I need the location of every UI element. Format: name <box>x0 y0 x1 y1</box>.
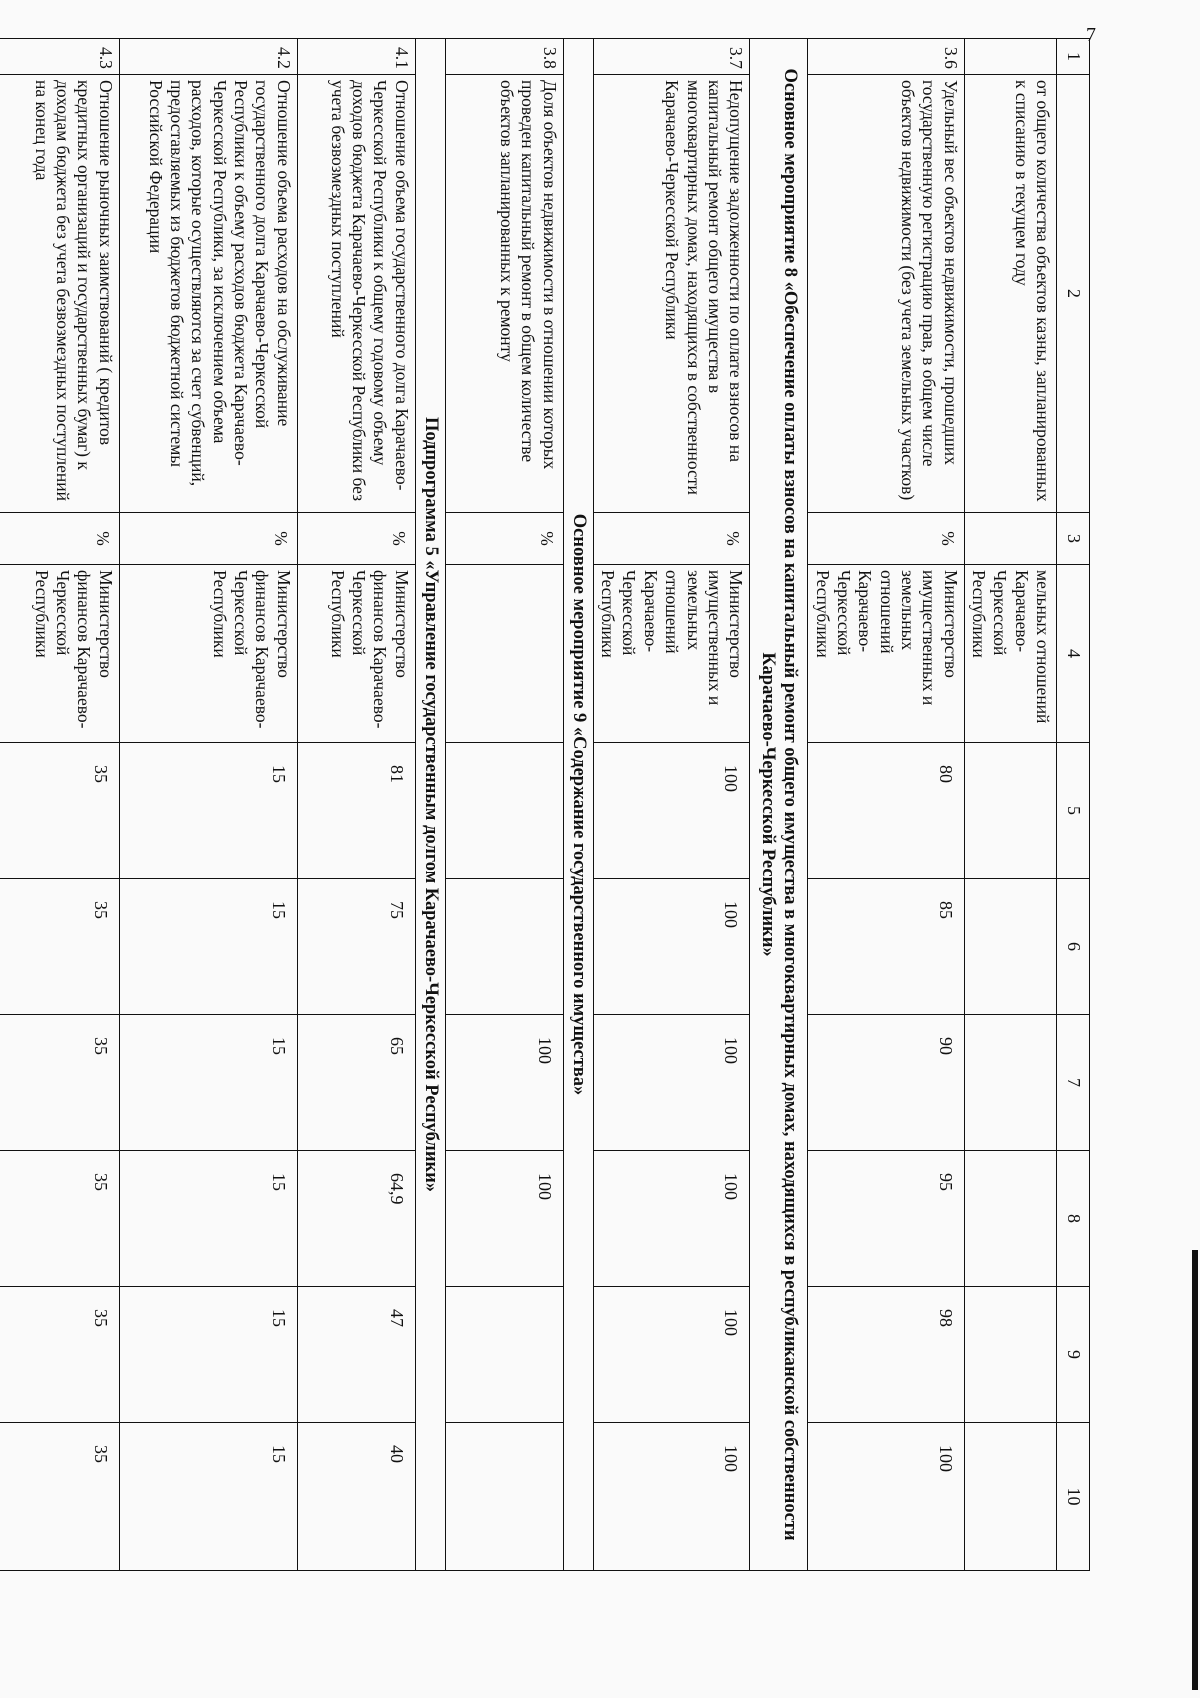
indicator-name: Недопущение задолженности по оплате взносов на капитальный ремонт общего имущества в многоквартирных домах, находящихся в собственности Карачаево-Черкесской Республики <box>593 75 749 513</box>
executor-cell <box>445 565 563 743</box>
executor-cell: Министерство имущественных и земельных отношений Карачаево- Черкесской Республики <box>808 565 964 743</box>
value-cell: 35 <box>0 1151 119 1287</box>
indicator-name: Доля объектов недвижимости в отношении которых проведен капитальный ремонт в общем количестве объектов запланированных к ремонту <box>445 75 563 513</box>
header-cell: 2 <box>1057 75 1090 513</box>
section-row <box>563 39 593 1571</box>
value-cell: 100 <box>593 1015 749 1151</box>
section-title: Подпрограмма 5 «Управление государственным долгом Карачаево-Черкесской Республики» <box>415 39 445 1571</box>
executor-cell: мельных отношений Карачаево- Черкесской Республики <box>964 565 1056 743</box>
value-cell: 15 <box>119 1423 297 1571</box>
value-cell: 100 <box>808 1423 964 1571</box>
row-number: 3.8 <box>445 39 563 75</box>
value-cell: 47 <box>297 1287 415 1423</box>
indicator-name: Отношение рыночных заимствований ( кредитов кредитных организаций и государственных бумаг) к доходам бюджета без учета безвозмездных поступлений на конец года <box>0 75 119 513</box>
header-cell: 8 <box>1057 1151 1090 1287</box>
row-number <box>964 39 1056 75</box>
indicators-table <box>0 38 1090 1571</box>
header-cell: 1 <box>1057 39 1090 75</box>
scan-edge-mark <box>1192 1250 1198 1690</box>
value-cell: 15 <box>119 879 297 1015</box>
table-row <box>808 39 964 1571</box>
value-cell: 15 <box>119 1151 297 1287</box>
value-cell <box>445 879 563 1015</box>
indicator-name: от общего количества объектов казны, запланированных к списанию в текущем году <box>964 75 1056 513</box>
executor-cell: Министерство имущественных и земельных отношений Карачаево- Черкесской Республики <box>593 565 749 743</box>
unit-cell: % <box>0 513 119 565</box>
value-cell <box>964 1151 1056 1287</box>
value-cell <box>445 1287 563 1423</box>
header-cell: 4 <box>1057 565 1090 743</box>
unit-cell: % <box>445 513 563 565</box>
value-cell: 75 <box>297 879 415 1015</box>
table-row <box>0 39 119 1571</box>
table-row <box>593 39 749 1571</box>
value-cell <box>445 1423 563 1571</box>
value-cell: 81 <box>297 743 415 879</box>
section-title: Основное мероприятие 8 «Обеспечение оплаты взносов на капитальный ремонт общего имущества в многоквартирных домах, находящихся в республиканской собственности Карачаево-Черкесской Республики» <box>750 39 808 1571</box>
value-cell <box>964 1015 1056 1151</box>
value-cell <box>964 879 1056 1015</box>
table-row <box>964 39 1056 1571</box>
indicator-name: Отношение объема расходов на обслуживание государственного долга Карачаево-Черкесской Республики к объему расходов бюджета Карачаево-Черкесской Республики, за исключением объема расходов, которые осуществляются за счет субвенций, предоставляемых из бюджетов бюджетной системы Российской Федерации <box>119 75 297 513</box>
header-cell: 7 <box>1057 1015 1090 1151</box>
value-cell: 100 <box>593 1151 749 1287</box>
value-cell: 15 <box>119 1015 297 1151</box>
header-cell: 9 <box>1057 1287 1090 1423</box>
value-cell: 100 <box>593 1423 749 1571</box>
value-cell: 100 <box>445 1151 563 1287</box>
indicator-name: Удельный вес объектов недвижимости, прошедших государственную регистрацию прав, в общем числе объектов недвижимости (без учета земельных участков) <box>808 75 964 513</box>
header-cell: 5 <box>1057 743 1090 879</box>
value-cell: 15 <box>119 743 297 879</box>
value-cell: 85 <box>808 879 964 1015</box>
header-cell: 10 <box>1057 1423 1090 1571</box>
header-row <box>1057 39 1090 1571</box>
value-cell <box>964 1287 1056 1423</box>
value-cell: 15 <box>119 1287 297 1423</box>
table-row <box>445 39 563 1571</box>
value-cell <box>964 1423 1056 1571</box>
section-title: Основное мероприятие 9 «Содержание государственного имущества» <box>563 39 593 1571</box>
value-cell: 35 <box>0 1287 119 1423</box>
rotated-table-container <box>31 38 1090 1570</box>
value-cell: 35 <box>0 1423 119 1571</box>
indicator-name: Отношение объема государственного долга Карачаево-Черкесской Республики к общему годовому объему доходов бюджета Карачаево-Черкесской Республики без учета безвозмездных поступлений <box>297 75 415 513</box>
value-cell: 100 <box>445 1015 563 1151</box>
header-cell: 6 <box>1057 879 1090 1015</box>
row-number: 4.2 <box>119 39 297 75</box>
unit-cell: % <box>593 513 749 565</box>
value-cell: 64,9 <box>297 1151 415 1287</box>
unit-cell: % <box>119 513 297 565</box>
executor-cell: Министерство финансов Карачаево-Черкесской Республики <box>0 565 119 743</box>
section-row <box>750 39 808 1571</box>
value-cell: 65 <box>297 1015 415 1151</box>
value-cell: 95 <box>808 1151 964 1287</box>
unit-cell: % <box>808 513 964 565</box>
value-cell <box>964 743 1056 879</box>
unit-cell: % <box>297 513 415 565</box>
value-cell: 35 <box>0 879 119 1015</box>
table-row <box>119 39 297 1571</box>
value-cell: 98 <box>808 1287 964 1423</box>
value-cell: 100 <box>593 743 749 879</box>
value-cell: 35 <box>0 1015 119 1151</box>
section-row <box>415 39 445 1571</box>
value-cell <box>445 743 563 879</box>
value-cell: 100 <box>593 1287 749 1423</box>
page-number: 7 <box>1086 24 1096 46</box>
row-number: 4.3 <box>0 39 119 75</box>
table-body <box>0 39 1090 1571</box>
row-number: 4.1 <box>297 39 415 75</box>
value-cell: 40 <box>297 1423 415 1571</box>
value-cell: 35 <box>0 743 119 879</box>
row-number: 3.7 <box>593 39 749 75</box>
executor-cell: Министерство финансов Карачаево-Черкесской Республики <box>119 565 297 743</box>
row-number: 3.6 <box>808 39 964 75</box>
executor-cell: Министерство финансов Карачаево-Черкесской Республики <box>297 565 415 743</box>
table-row <box>297 39 415 1571</box>
value-cell: 80 <box>808 743 964 879</box>
value-cell: 100 <box>593 879 749 1015</box>
unit-cell <box>964 513 1056 565</box>
value-cell: 90 <box>808 1015 964 1151</box>
header-cell: 3 <box>1057 513 1090 565</box>
